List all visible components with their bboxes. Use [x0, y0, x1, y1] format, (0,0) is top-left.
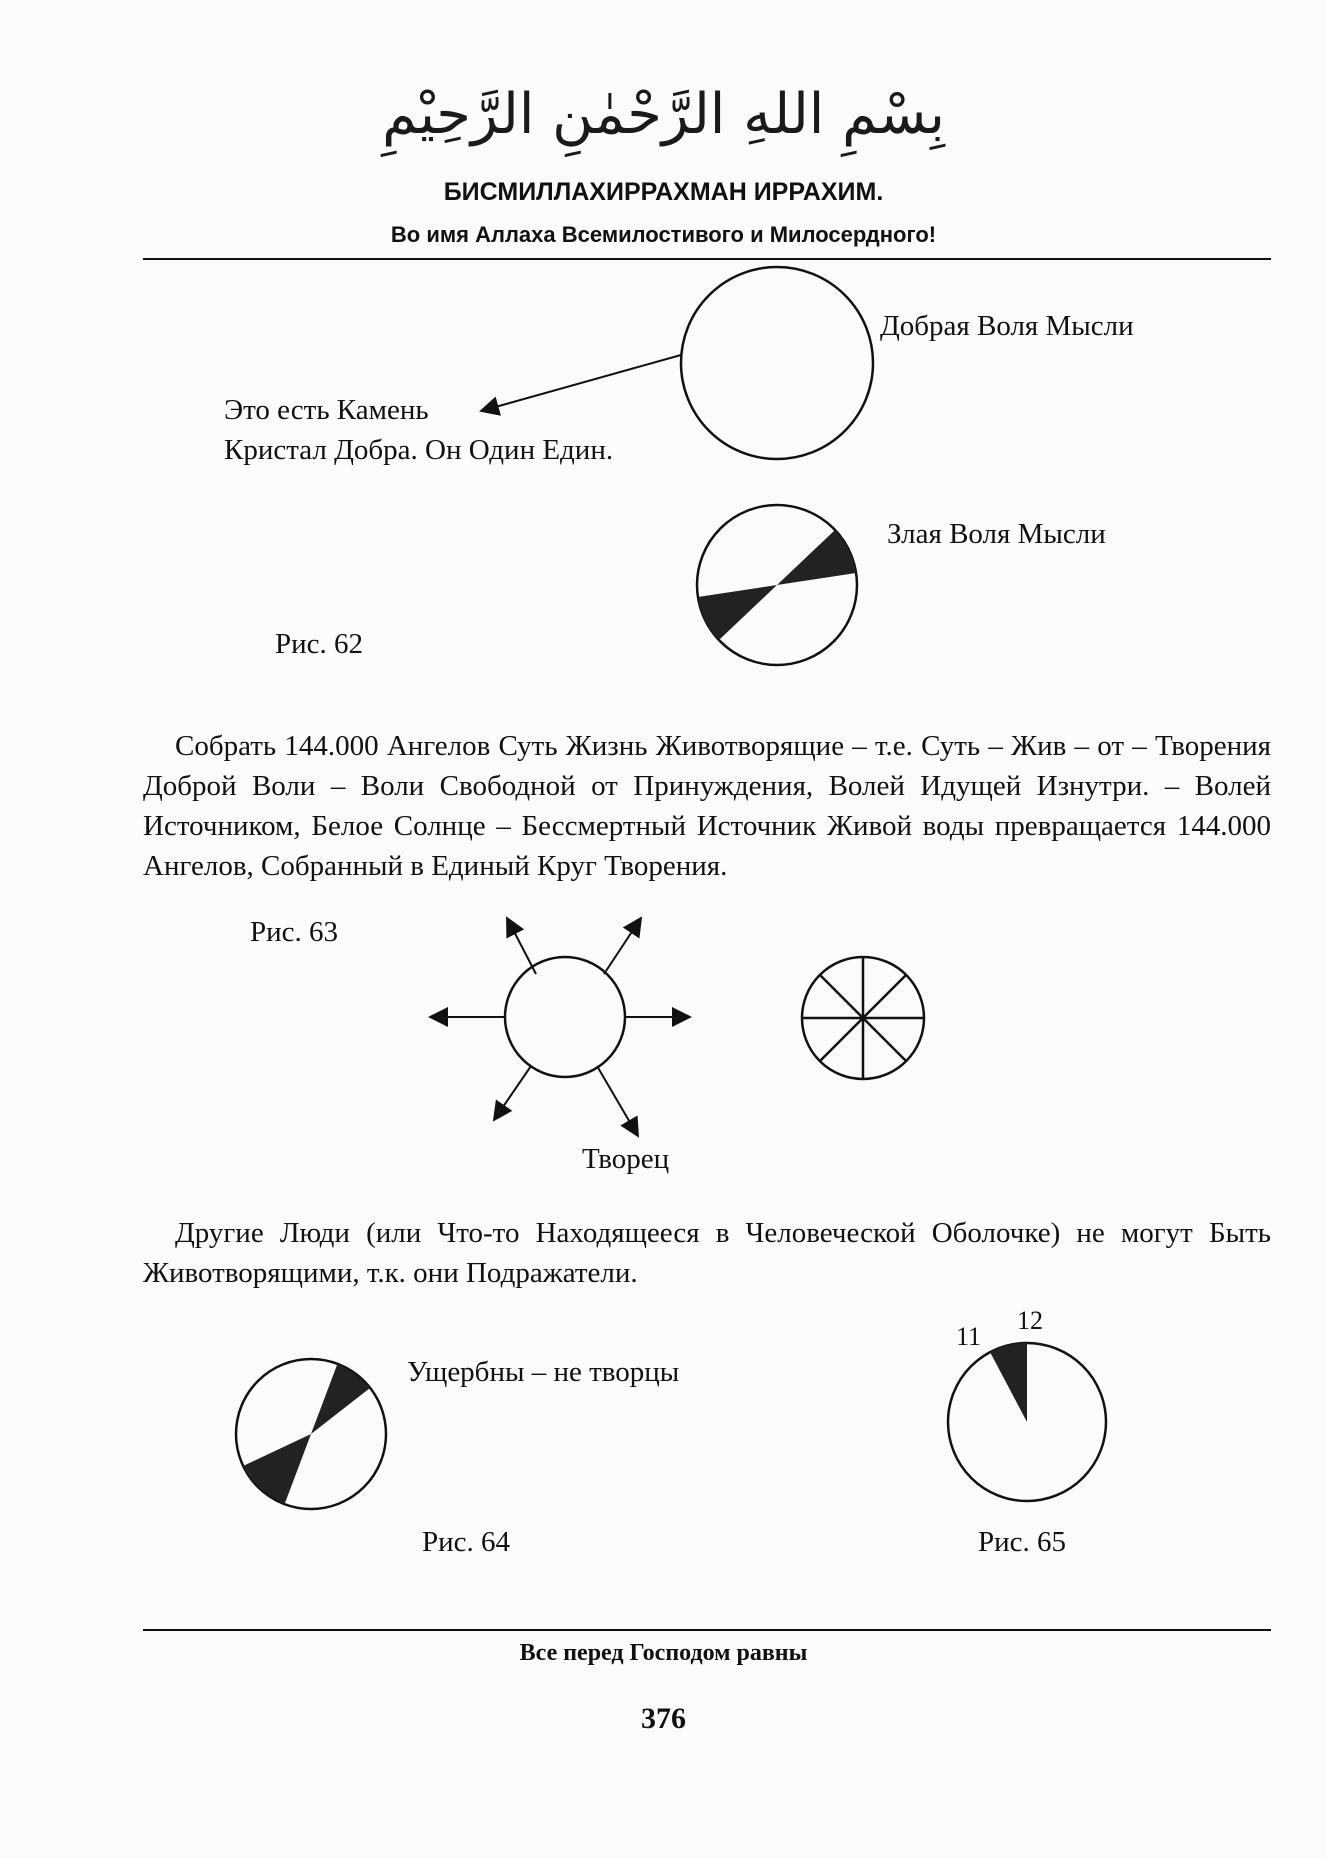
- good-will-label: Добрая Воля Мысли: [880, 310, 1134, 342]
- arabic-calligraphy: بِسْمِ اللهِ الرَّحْمٰنِ الرَّحِيْمِ: [382, 82, 945, 147]
- figure-65-caption: Рис. 65: [978, 1526, 1067, 1558]
- running-footer: Все перед Господом равны: [519, 1640, 808, 1666]
- paragraph-others-text: Другие Люди (или Что-то Находящееся в Человеческой Оболочке) не могут Быть Животворящими, т.к. они Подражатели.: [143, 1217, 1271, 1289]
- page-header-subtitle: Во имя Аллаха Всемилостивого и Милосердного!: [390, 222, 937, 247]
- stone-label-line2: Кристал Добра. Он Один Един.: [224, 434, 614, 466]
- good-will-circle: [681, 267, 873, 459]
- evil-will-circle: [697, 505, 857, 665]
- footer-rule: [143, 1629, 1271, 1631]
- clock-circle: [948, 1343, 1106, 1501]
- clock-mark-11: 11: [956, 1322, 982, 1351]
- creator-label: Творец: [582, 1143, 670, 1175]
- paragraph-others: [143, 1213, 1271, 1293]
- eight-spoke-wheel: [802, 957, 924, 1079]
- evil-will-label: Злая Воля Мысли: [887, 518, 1106, 550]
- figure-62-caption: Рис. 62: [275, 628, 364, 660]
- paragraph-angels-text: Собрать 144.000 Ангелов Суть Жизнь Животворящие – т.е. Суть – Жив – от – Творения Доброй Воли – Воли Свободной от Принуждения, Волей Идущей Изнутри. – Волей Источником, Белое Солнце – Бессмертный Источник Живой воды превращается 144.000 Ангелов, Собранный в Единый Круг Творения.: [143, 730, 1271, 882]
- stone-arrow: [481, 355, 681, 411]
- radiating-circle-figure: [430, 918, 690, 1136]
- clock-mark-12: 12: [1017, 1306, 1043, 1335]
- figure-64-caption: Рис. 64: [422, 1526, 511, 1558]
- damaged-label: Ущербны – не творцы: [407, 1356, 680, 1388]
- figure-63-caption: Рис. 63: [250, 916, 339, 948]
- damaged-circle: [236, 1359, 386, 1509]
- page-number: 376: [641, 1702, 686, 1735]
- page-header-title: БИСМИЛЛАХИРРАХМАН ИРРАХИМ.: [443, 178, 884, 206]
- paragraph-angels: [143, 726, 1271, 886]
- stone-label-line1: Это есть Камень: [224, 394, 429, 426]
